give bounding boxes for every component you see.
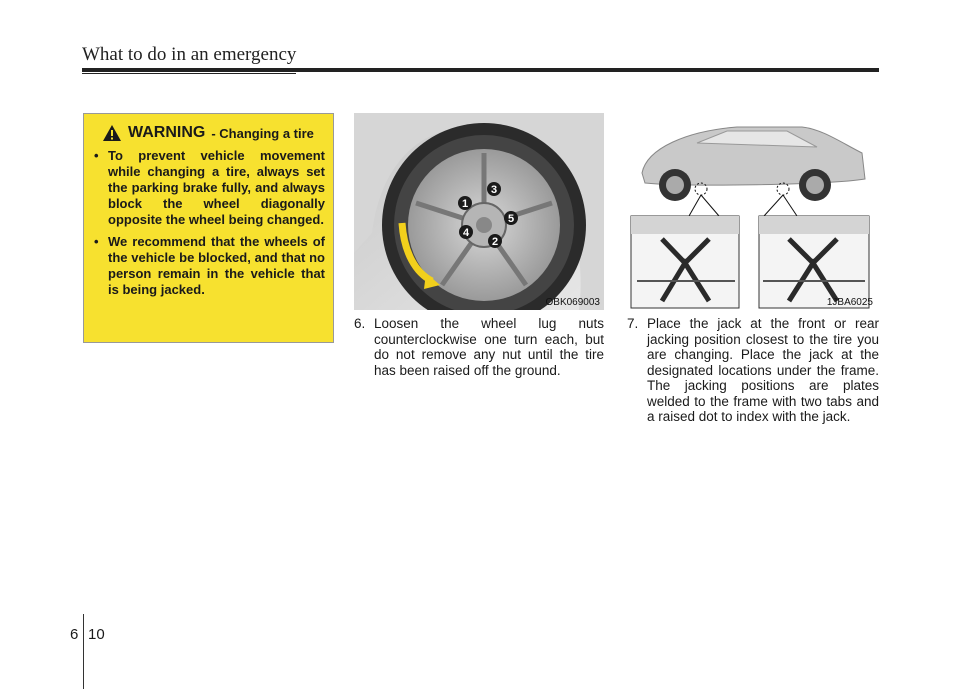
warning-item: • To prevent vehicle movement while changing a tire, always set the parking brake fully, and always block the wheel diagonally opposite the wheel being changed. — [92, 148, 325, 228]
step-6 — [354, 316, 604, 378]
page-header-title: What to do in an emergency — [82, 44, 297, 65]
lug-label: 4 — [462, 227, 470, 239]
lug-label: 3 — [490, 184, 498, 196]
wheel-illustration-image — [354, 113, 604, 310]
step-body: Place the jack at the front or rear jacking position closest to the tire you are changing. Place the jack at the designated locations under the frame. The jacking positions are plates welded to the frame with two tabs and a raised dot to index with the jack. — [647, 316, 879, 424]
footer-divider — [83, 614, 84, 689]
warning-item: • We recommend that the wheels of the vehicle be blocked, and that no person remain in the vehicle that is being jacked. — [92, 234, 325, 298]
lug-label: 2 — [491, 236, 499, 248]
step-text — [627, 316, 879, 425]
wheel-lug-nut-illustration — [354, 113, 604, 310]
warning-header — [102, 124, 314, 142]
jack-illustration-image — [627, 113, 877, 310]
header-rule-thin — [82, 73, 296, 74]
warning-triangle-icon — [102, 124, 122, 142]
warning-subtitle: - Changing a tire — [211, 125, 314, 141]
step-text — [354, 316, 604, 378]
step-number: 7. — [627, 316, 639, 331]
step-7 — [627, 316, 879, 425]
lug-label: 5 — [507, 213, 515, 225]
footer-chapter-number: 6 — [70, 626, 79, 643]
warning-box — [83, 113, 334, 343]
warning-list — [92, 148, 325, 304]
figure-code-wheel: OBK069003 — [545, 297, 600, 308]
step-number: 6. — [354, 316, 366, 331]
figure-code-jack: 1JBA6025 — [826, 297, 873, 308]
header-rule — [82, 68, 879, 72]
jacking-position-illustration — [627, 113, 877, 310]
step-body: Loosen the wheel lug nuts counterclockwise one turn each, but do not remove any nut until the tire has been raised off the ground. — [374, 316, 604, 378]
lug-label: 1 — [461, 198, 469, 210]
footer-page-number: 10 — [88, 626, 105, 643]
warning-title: WARNING — [128, 124, 206, 141]
